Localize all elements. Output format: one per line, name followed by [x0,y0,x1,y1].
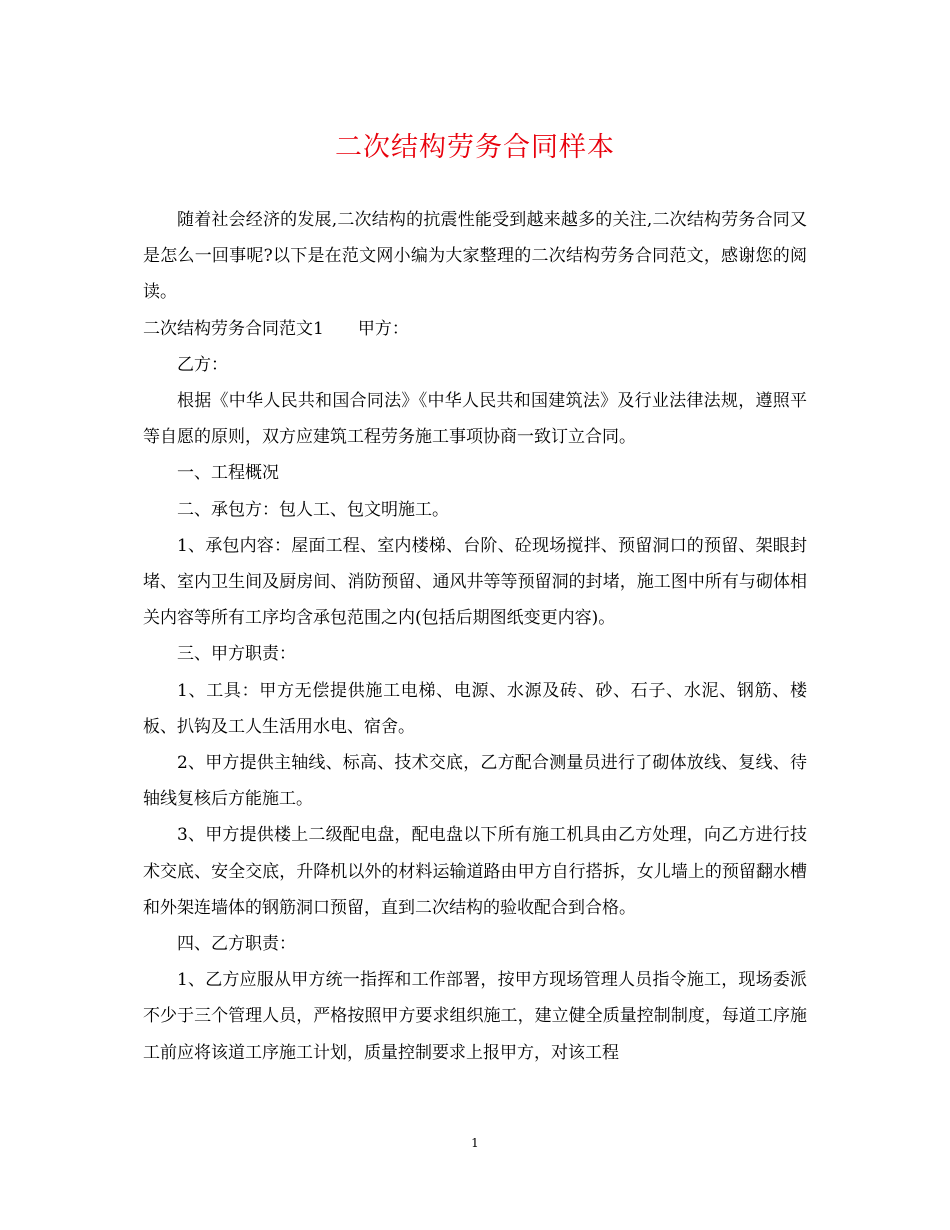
sample-heading: 二次结构劳务合同范文1 [143,318,324,339]
paragraph-party-a-duty-1: 1、工具：甲方无偿提供施工电梯、电源、水源及砖、砂、石子、水泥、钢筋、楼板、扒钩及工人生活用水电、宿舍。 [143,680,807,737]
party-a-label: 甲方： [357,318,409,339]
page-number: 1 [471,1136,479,1150]
paragraph-party-b-duty-1: 1、乙方应服从甲方统一指挥和工作部署，按甲方现场管理人员指令施工，现场委派不少于三个管理人员，严格按照甲方要求组织施工，建立健全质量控制制度，每道工序施工前应将该道工序施工计划，质量控制要求上报甲方，对该工程 [143,970,807,1063]
party-b-label: 乙方： [177,354,228,375]
paragraph-scope: 1、承包内容：屋面工程、室内楼梯、台阶、砼现场搅拌、预留洞口的预留、架眼封堵、室内卫生间及厨房间、消防预留、通风井等等预留洞的封堵，施工图中所有与砌体相关内容等所有工序均含承包范围之内(包括后期图纸变更内容)。 [143,535,807,629]
paragraph-intro: 随着社会经济的发展,二次结构的抗震性能受到越来越多的关注,二次结构劳务合同又是怎么一回事呢?以下是在范文网小编为大家整理的二次结构劳务合同范文，感谢您的阅读。 [143,210,807,303]
paragraph-party-a-duty-2: 2、甲方提供主轴线、标高、技术交底，乙方配合测量员进行了砌体放线、复线、待轴线复核后方能施工。 [143,753,807,810]
paragraph-party-a-duty-3: 3、甲方提供楼上二级配电盘，配电盘以下所有施工机具由乙方处理，向乙方进行技术交底、安全交底，升降机以外的材料运输道路由甲方自行搭拆，女儿墙上的预留翻水槽和外架连墙体的钢筋洞口预留，直到二次结构的验收配合到合格。 [143,825,807,918]
document-title: 二次结构劳务合同样本 [335,132,615,163]
section-contractor: 二、承包方：包人工、包文明施工。 [177,499,449,520]
section-party-b-duties: 四、乙方职责： [177,934,296,955]
section-party-a-duties: 三、甲方职责： [177,644,296,665]
paragraph-heading-line [143,311,807,347]
paragraph-legal-basis: 根据《中华人民共和国合同法》《中华人民共和国建筑法》及行业法律法规，遵照平等自愿的原则，双方应建筑工程劳务施工事项协商一致订立合同。 [143,391,807,448]
document-body [143,202,807,1071]
section-project-overview: 一、工程概况 [177,463,279,484]
